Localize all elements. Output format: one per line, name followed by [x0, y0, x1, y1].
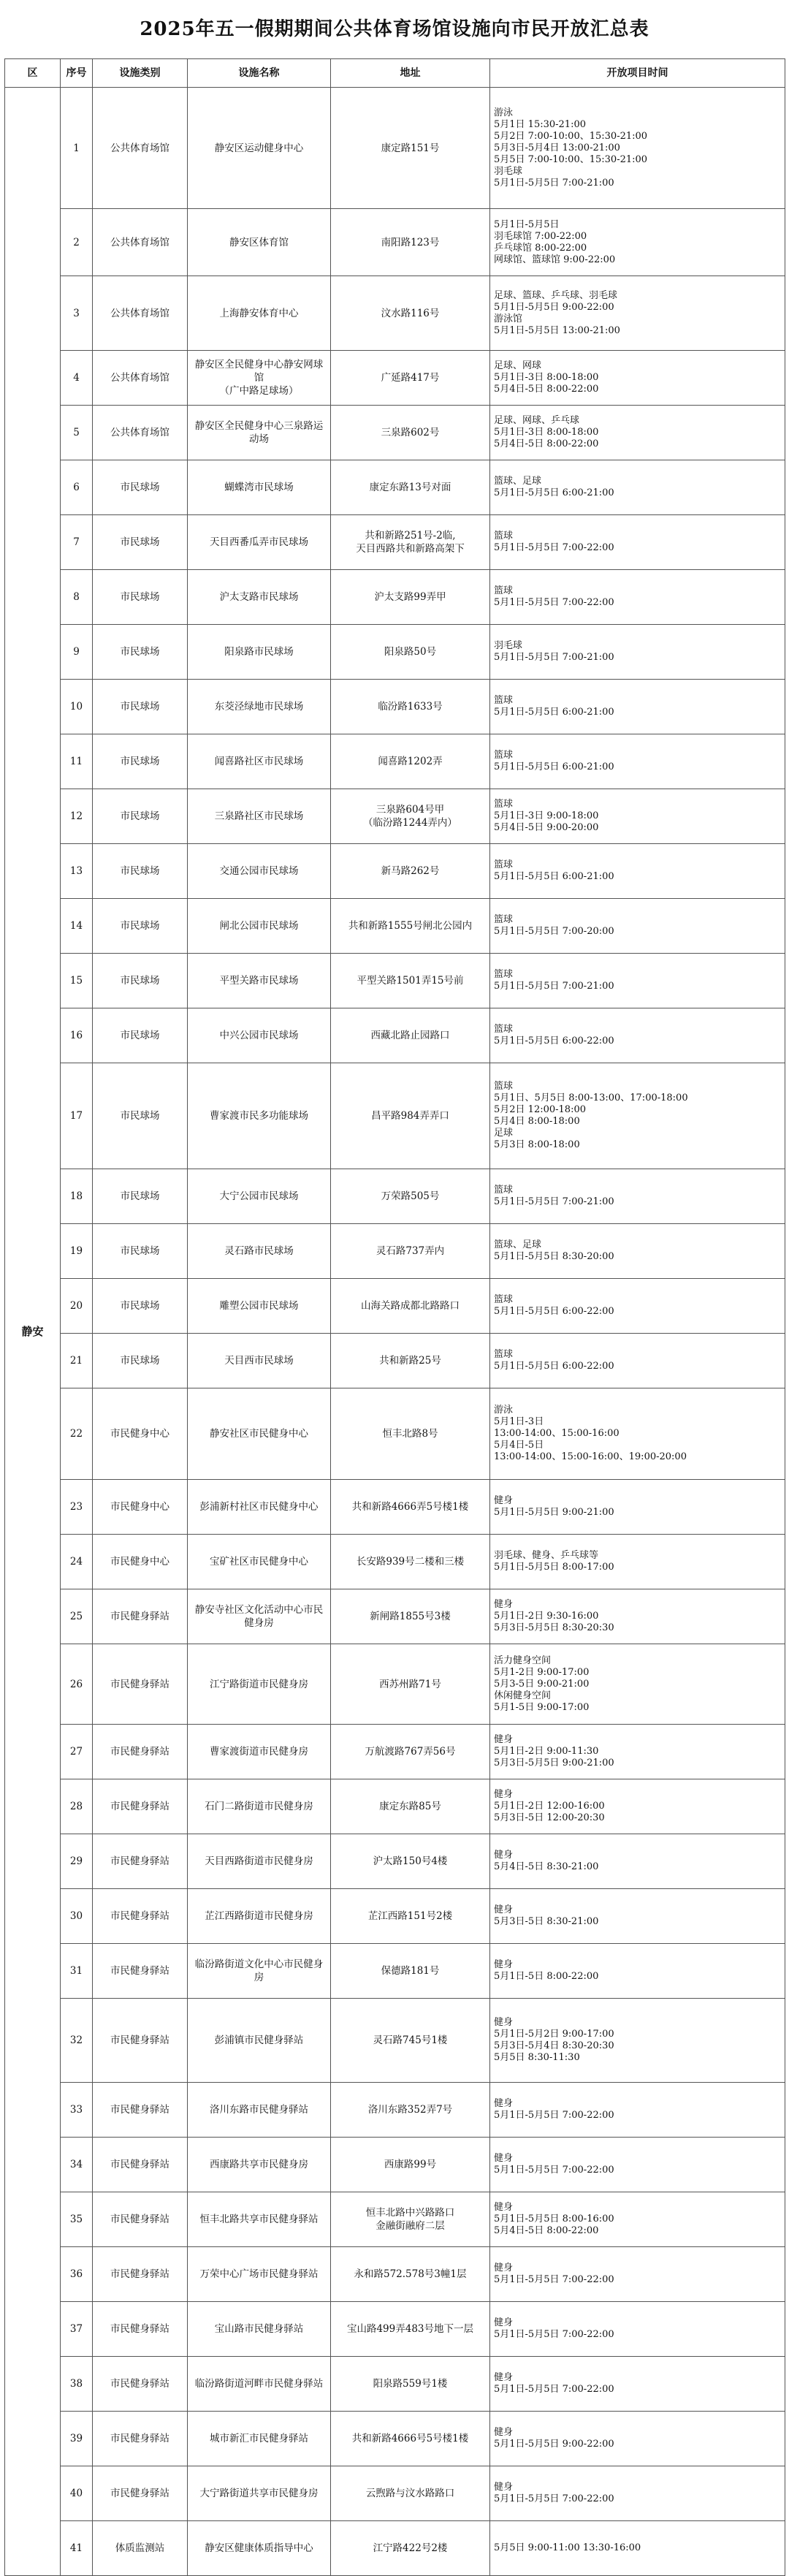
facility-address: 云煦路与汶水路路口: [331, 2466, 490, 2521]
row-number: 40: [61, 2466, 93, 2521]
row-number: 20: [61, 1279, 93, 1334]
facility-name: 上海静安体育中心: [188, 276, 331, 351]
facility-name: 静安区全民健身中心静安网球馆 （广中路足球场）: [188, 351, 331, 406]
facility-category: 市民健身中心: [93, 1480, 188, 1535]
facility-name: 万荣中心广场市民健身驿站: [188, 2247, 331, 2302]
row-number: 18: [61, 1169, 93, 1224]
facility-category: 市民健身驿站: [93, 2302, 188, 2357]
facility-address: 新闸路1855号3楼: [331, 1589, 490, 1644]
table-row: [5, 1889, 785, 1944]
facility-category: 市民健身驿站: [93, 1944, 188, 1999]
header-open-hours: 开放项目时间: [490, 59, 785, 88]
row-number: 26: [61, 1644, 93, 1725]
table-row: [5, 789, 785, 844]
table-row: [5, 1008, 785, 1063]
table-row: [5, 2302, 785, 2357]
facility-name: 闸北公园市民球场: [188, 899, 331, 954]
facility-category: 体质监测站: [93, 2521, 188, 2576]
facility-category: 市民球场: [93, 570, 188, 625]
table-row: [5, 1224, 785, 1279]
facility-address: 沪太路150号4楼: [331, 1834, 490, 1889]
facility-address: 共和新路4666号5号楼1楼: [331, 2412, 490, 2466]
facility-address: 阳泉路559号1楼: [331, 2357, 490, 2412]
row-number: 10: [61, 680, 93, 734]
row-number: 37: [61, 2302, 93, 2357]
facility-address: 昌平路984弄弄口: [331, 1063, 490, 1169]
facility-category: 市民球场: [93, 844, 188, 899]
row-number: 34: [61, 2138, 93, 2192]
open-hours: 健身 5月1日-5日 8:00-22:00: [490, 1944, 785, 1999]
facility-name: 临汾路街道文化中心市民健身房: [188, 1944, 331, 1999]
facility-category: 市民健身驿站: [93, 1834, 188, 1889]
facility-name: 中兴公园市民球场: [188, 1008, 331, 1063]
facility-name: 临汾路街道河畔市民健身驿站: [188, 2357, 331, 2412]
table-row: [5, 1944, 785, 1999]
facility-name: 城市新汇市民健身驿站: [188, 2412, 331, 2466]
table-row: [5, 680, 785, 734]
facility-name: 西康路共享市民健身房: [188, 2138, 331, 2192]
row-number: 24: [61, 1535, 93, 1589]
row-number: 29: [61, 1834, 93, 1889]
facility-name: 闻喜路社区市民球场: [188, 734, 331, 789]
open-hours: 篮球 5月1日-5月5日 7:00-20:00: [490, 899, 785, 954]
table-row: [5, 515, 785, 570]
row-number: 19: [61, 1224, 93, 1279]
facility-category: 市民健身驿站: [93, 2412, 188, 2466]
facility-name: 宝山路市民健身驿站: [188, 2302, 331, 2357]
facility-address: 西康路99号: [331, 2138, 490, 2192]
facility-category: 公共体育场馆: [93, 351, 188, 406]
open-hours: 篮球、足球 5月1日-5月5日 6:00-21:00: [490, 460, 785, 515]
open-hours: 5月1日-5月5日 羽毛球馆 7:00-22:00 乒乓球馆 8:00-22:00 网球馆、篮球馆 9:00-22:00: [490, 209, 785, 276]
table-row: [5, 2357, 785, 2412]
facility-name: 石门二路街道市民健身房: [188, 1779, 331, 1834]
facility-address: 恒丰北路8号: [331, 1388, 490, 1480]
open-hours: 健身 5月1日-5月5日 9:00-22:00: [490, 2412, 785, 2466]
table-row: [5, 406, 785, 460]
open-hours: 健身 5月1日-5月5日 9:00-21:00: [490, 1480, 785, 1535]
row-number: 22: [61, 1388, 93, 1480]
row-number: 4: [61, 351, 93, 406]
facility-address: 共和新路251号-2临, 天目西路共和新路高架下: [331, 515, 490, 570]
facility-category: 公共体育场馆: [93, 88, 188, 209]
facility-address: 汶水路116号: [331, 276, 490, 351]
facility-category: 公共体育场馆: [93, 406, 188, 460]
table-row: [5, 1063, 785, 1169]
facility-category: 市民健身驿站: [93, 1725, 188, 1779]
facility-name: 恒丰北路共享市民健身驿站: [188, 2192, 331, 2247]
table-row: [5, 2466, 785, 2521]
table-row: [5, 1589, 785, 1644]
open-hours: 健身 5月1日-5月5日 7:00-22:00: [490, 2302, 785, 2357]
facility-address: 南阳路123号: [331, 209, 490, 276]
facility-category: 市民球场: [93, 1334, 188, 1388]
facility-name: 大宁公园市民球场: [188, 1169, 331, 1224]
row-number: 2: [61, 209, 93, 276]
table-row: [5, 1779, 785, 1834]
table-row: [5, 734, 785, 789]
row-number: 5: [61, 406, 93, 460]
open-hours: 健身 5月1日-5月5日 8:00-16:00 5月4日-5日 8:00-22:00: [490, 2192, 785, 2247]
facility-category: 市民球场: [93, 680, 188, 734]
facility-address: 沪太支路99弄甲: [331, 570, 490, 625]
open-hours: 健身 5月1日-5月5日 7:00-22:00: [490, 2138, 785, 2192]
facility-name: 静安区运动健身中心: [188, 88, 331, 209]
table-row: [5, 2521, 785, 2576]
open-hours: 篮球 5月1日-5月5日 6:00-21:00: [490, 844, 785, 899]
table-row: [5, 2192, 785, 2247]
facility-category: 市民健身驿站: [93, 2466, 188, 2521]
facility-address: 共和新路25号: [331, 1334, 490, 1388]
open-hours: 篮球 5月1日-5月5日 6:00-21:00: [490, 734, 785, 789]
row-number: 6: [61, 460, 93, 515]
facility-name: 雕塑公园市民球场: [188, 1279, 331, 1334]
row-number: 14: [61, 899, 93, 954]
facility-name: 大宁路街道共享市民健身房: [188, 2466, 331, 2521]
open-hours: 篮球 5月1日-5月5日 6:00-22:00: [490, 1008, 785, 1063]
facility-name: 天目西番瓜弄市民球场: [188, 515, 331, 570]
open-hours: 足球、网球、乒乓球 5月1日-3日 8:00-18:00 5月4日-5日 8:00-22:00: [490, 406, 785, 460]
facility-address: 宝山路499弄483号地下一层: [331, 2302, 490, 2357]
facility-address: 西苏州路71号: [331, 1644, 490, 1725]
facility-category: 市民健身驿站: [93, 2247, 188, 2302]
header-number: 序号: [61, 59, 93, 88]
row-number: 33: [61, 2083, 93, 2138]
facility-category: 市民球场: [93, 1008, 188, 1063]
facility-category: 公共体育场馆: [93, 276, 188, 351]
table-row: [5, 1535, 785, 1589]
table-row: [5, 209, 785, 276]
facility-category: 市民健身驿站: [93, 2357, 188, 2412]
table-row: [5, 1388, 785, 1480]
facility-category: 市民健身驿站: [93, 1889, 188, 1944]
open-hours: 篮球 5月1日-5月5日 7:00-21:00: [490, 954, 785, 1008]
table-row: [5, 2138, 785, 2192]
facility-name: 彭浦镇市民健身驿站: [188, 1999, 331, 2083]
facility-category: 市民球场: [93, 1224, 188, 1279]
header-address: 地址: [331, 59, 490, 88]
page-title: 2025年五一假期期间公共体育场馆设施向市民开放汇总表: [140, 18, 649, 40]
facility-category: 市民健身驿站: [93, 1999, 188, 2083]
table-row: [5, 2247, 785, 2302]
facility-name: 蝴蝶湾市民球场: [188, 460, 331, 515]
facility-address: 康定路151号: [331, 88, 490, 209]
facility-name: 静安区全民健身中心三泉路运动场: [188, 406, 331, 460]
facility-name: 静安寺社区文化活动中心市民健身房: [188, 1589, 331, 1644]
row-number: 25: [61, 1589, 93, 1644]
row-number: 36: [61, 2247, 93, 2302]
facility-address: 广延路417号: [331, 351, 490, 406]
open-hours: 羽毛球 5月1日-5月5日 7:00-21:00: [490, 625, 785, 680]
row-number: 28: [61, 1779, 93, 1834]
table-row: [5, 1999, 785, 2083]
facility-address: 共和新路4666弄5号楼1楼: [331, 1480, 490, 1535]
open-hours: 足球、篮球、乒乓球、羽毛球 5月1日-5月5日 9:00-22:00 游泳馆 5月1日-5月5日 13:00-21:00: [490, 276, 785, 351]
open-hours: 健身 5月1日-2日 9:30-16:00 5月3日-5月5日 8:30-20:30: [490, 1589, 785, 1644]
row-number: 31: [61, 1944, 93, 1999]
table-row: [5, 1334, 785, 1388]
facility-address: 西藏北路止园路口: [331, 1008, 490, 1063]
facility-table: [4, 58, 785, 2576]
row-number: 16: [61, 1008, 93, 1063]
facility-address: 洛川东路352弄7号: [331, 2083, 490, 2138]
row-number: 3: [61, 276, 93, 351]
facility-address: 平型关路1501弄15号前: [331, 954, 490, 1008]
facility-address: 江宁路422号2楼: [331, 2521, 490, 2576]
table-row: [5, 570, 785, 625]
table-row: [5, 460, 785, 515]
open-hours: 健身 5月1日-5月5日 7:00-22:00: [490, 2083, 785, 2138]
facility-name: 平型关路市民球场: [188, 954, 331, 1008]
open-hours: 5月5日 9:00-11:00 13:30-16:00: [490, 2521, 785, 2576]
facility-name: 灵石路市民球场: [188, 1224, 331, 1279]
table-row: [5, 1644, 785, 1725]
open-hours: 健身 5月1日-2日 12:00-16:00 5月3日-5日 12:00-20:30: [490, 1779, 785, 1834]
open-hours: 游泳 5月1日 15:30-21:00 5月2日 7:00-10:00、15:30-21:00 5月3日-5月4日 13:00-21:00 5月5日 7:00-10:00、15:30-21:00 羽毛球 5月1日-5月5日 7:00-21:00: [490, 88, 785, 209]
row-number: 11: [61, 734, 93, 789]
facility-address: 新马路262号: [331, 844, 490, 899]
facility-address: 万航渡路767弄56号: [331, 1725, 490, 1779]
facility-name: 天目西路街道市民健身房: [188, 1834, 331, 1889]
table-row: [5, 625, 785, 680]
open-hours: 健身 5月1日-5月5日 7:00-22:00: [490, 2247, 785, 2302]
table-row: [5, 954, 785, 1008]
facility-category: 市民球场: [93, 460, 188, 515]
row-number: 21: [61, 1334, 93, 1388]
facility-address: 恒丰北路中兴路路口 金融街融府二层: [331, 2192, 490, 2247]
facility-category: 公共体育场馆: [93, 209, 188, 276]
header-category: 设施类别: [93, 59, 188, 88]
facility-category: 市民球场: [93, 1063, 188, 1169]
open-hours: 健身 5月1日-5月2日 9:00-17:00 5月3日-5月4日 8:30-20:30 5月5日 8:30-11:30: [490, 1999, 785, 2083]
facility-name: 芷江西路街道市民健身房: [188, 1889, 331, 1944]
open-hours: 篮球 5月1日、5月5日 8:00-13:00、17:00-18:00 5月2日 12:00-18:00 5月4日 8:00-18:00 足球 5月3日 8:00-18:00: [490, 1063, 785, 1169]
row-number: 23: [61, 1480, 93, 1535]
facility-name: 静安社区市民健身中心: [188, 1388, 331, 1480]
table-row: [5, 1834, 785, 1889]
open-hours: 活力健身空间 5月1-2日 9:00-17:00 5月3-5日 9:00-21:00 休闲健身空间 5月1-5日 9:00-17:00: [490, 1644, 785, 1725]
facility-address: 闻喜路1202弄: [331, 734, 490, 789]
open-hours: 篮球 5月1日-3日 9:00-18:00 5月4日-5日 9:00-20:00: [490, 789, 785, 844]
row-number: 38: [61, 2357, 93, 2412]
table-row: [5, 899, 785, 954]
open-hours: 篮球 5月1日-5月5日 7:00-22:00: [490, 570, 785, 625]
row-number: 41: [61, 2521, 93, 2576]
row-number: 39: [61, 2412, 93, 2466]
facility-category: 市民健身驿站: [93, 1779, 188, 1834]
table-row: [5, 1480, 785, 1535]
facility-name: 曹家渡市民多功能球场: [188, 1063, 331, 1169]
header-district: 区: [5, 59, 61, 88]
facility-address: 康定东路85号: [331, 1779, 490, 1834]
row-number: 9: [61, 625, 93, 680]
facility-address: 灵石路745号1楼: [331, 1999, 490, 2083]
open-hours: 篮球 5月1日-5月5日 7:00-21:00: [490, 1169, 785, 1224]
table-row: [5, 1725, 785, 1779]
facility-address: 山海关路成都北路路口: [331, 1279, 490, 1334]
facility-category: 市民球场: [93, 1279, 188, 1334]
open-hours: 篮球 5月1日-5月5日 6:00-22:00: [490, 1279, 785, 1334]
table-row: [5, 2412, 785, 2466]
facility-name: 东茭泾绿地市民球场: [188, 680, 331, 734]
open-hours: 篮球、足球 5月1日-5月5日 8:30-20:00: [490, 1224, 785, 1279]
table-header-row: [5, 59, 785, 88]
row-number: 30: [61, 1889, 93, 1944]
facility-name: 静安区体育馆: [188, 209, 331, 276]
facility-category: 市民球场: [93, 734, 188, 789]
row-number: 15: [61, 954, 93, 1008]
header-facility-name: 设施名称: [188, 59, 331, 88]
facility-name: 彭浦新村社区市民健身中心: [188, 1480, 331, 1535]
facility-category: 市民球场: [93, 1169, 188, 1224]
facility-category: 市民球场: [93, 789, 188, 844]
facility-name: 静安区健康体质指导中心: [188, 2521, 331, 2576]
facility-address: 保德路181号: [331, 1944, 490, 1999]
row-number: 17: [61, 1063, 93, 1169]
row-number: 7: [61, 515, 93, 570]
row-number: 1: [61, 88, 93, 209]
facility-category: 市民健身驿站: [93, 1589, 188, 1644]
facility-name: 交通公园市民球场: [188, 844, 331, 899]
open-hours: 篮球 5月1日-5月5日 6:00-22:00: [490, 1334, 785, 1388]
facility-category: 市民健身中心: [93, 1535, 188, 1589]
facility-name: 阳泉路市民球场: [188, 625, 331, 680]
facility-category: 市民球场: [93, 954, 188, 1008]
facility-name: 宝矿社区市民健身中心: [188, 1535, 331, 1589]
facility-address: 三泉路604号甲 （临汾路1244弄内）: [331, 789, 490, 844]
open-hours: 健身 5月1日-2日 9:00-11:30 5月3日-5月5日 9:00-21:00: [490, 1725, 785, 1779]
facility-address: 长安路939号二楼和三楼: [331, 1535, 490, 1589]
facility-category: 市民球场: [93, 625, 188, 680]
row-number: 12: [61, 789, 93, 844]
facility-address: 万荣路505号: [331, 1169, 490, 1224]
table-row: [5, 844, 785, 899]
table-row: [5, 351, 785, 406]
open-hours: 健身 5月1日-5月5日 7:00-22:00: [490, 2466, 785, 2521]
facility-category: 市民球场: [93, 515, 188, 570]
table-row: [5, 276, 785, 351]
facility-category: 市民健身中心: [93, 1388, 188, 1480]
facility-name: 曹家渡街道市民健身房: [188, 1725, 331, 1779]
row-number: 8: [61, 570, 93, 625]
open-hours: 健身 5月3日-5日 8:30-21:00: [490, 1889, 785, 1944]
facility-address: 临汾路1633号: [331, 680, 490, 734]
row-number: 27: [61, 1725, 93, 1779]
facility-address: 阳泉路50号: [331, 625, 490, 680]
open-hours: 篮球 5月1日-5月5日 7:00-22:00: [490, 515, 785, 570]
open-hours: 游泳 5月1日-3日 13:00-14:00、15:00-16:00 5月4日-5日 13:00-14:00、15:00-16:00、19:00-20:00: [490, 1388, 785, 1480]
facility-name: 江宁路街道市民健身房: [188, 1644, 331, 1725]
facility-category: 市民健身驿站: [93, 2138, 188, 2192]
table-row: [5, 1279, 785, 1334]
facility-name: 洛川东路市民健身驿站: [188, 2083, 331, 2138]
facility-address: 康定东路13号对面: [331, 460, 490, 515]
facility-category: 市民健身驿站: [93, 2083, 188, 2138]
facility-name: 天目西市民球场: [188, 1334, 331, 1388]
facility-address: 三泉路602号: [331, 406, 490, 460]
facility-category: 市民球场: [93, 899, 188, 954]
row-number: 35: [61, 2192, 93, 2247]
table-row: [5, 1169, 785, 1224]
open-hours: 健身 5月1日-5月5日 7:00-22:00: [490, 2357, 785, 2412]
district-cell: 静安: [5, 88, 61, 2576]
open-hours: 足球、网球 5月1日-3日 8:00-18:00 5月4日-5日 8:00-22:00: [490, 351, 785, 406]
row-number: 32: [61, 1999, 93, 2083]
facility-name: 三泉路社区市民球场: [188, 789, 331, 844]
table-row: [5, 2083, 785, 2138]
facility-category: 市民健身驿站: [93, 1644, 188, 1725]
open-hours: 篮球 5月1日-5月5日 6:00-21:00: [490, 680, 785, 734]
table-body: [5, 88, 785, 2576]
facility-address: 永和路572.578号3幢1层: [331, 2247, 490, 2302]
facility-address: 共和新路1555号闸北公园内: [331, 899, 490, 954]
facility-name: 沪太支路市民球场: [188, 570, 331, 625]
facility-address: 芷江西路151号2楼: [331, 1889, 490, 1944]
row-number: 13: [61, 844, 93, 899]
facility-address: 灵石路737弄内: [331, 1224, 490, 1279]
open-hours: 羽毛球、健身、乒乓球等 5月1日-5月5日 8:00-17:00: [490, 1535, 785, 1589]
open-hours: 健身 5月4日-5日 8:30-21:00: [490, 1834, 785, 1889]
facility-category: 市民健身驿站: [93, 2192, 188, 2247]
table-row: [5, 88, 785, 209]
